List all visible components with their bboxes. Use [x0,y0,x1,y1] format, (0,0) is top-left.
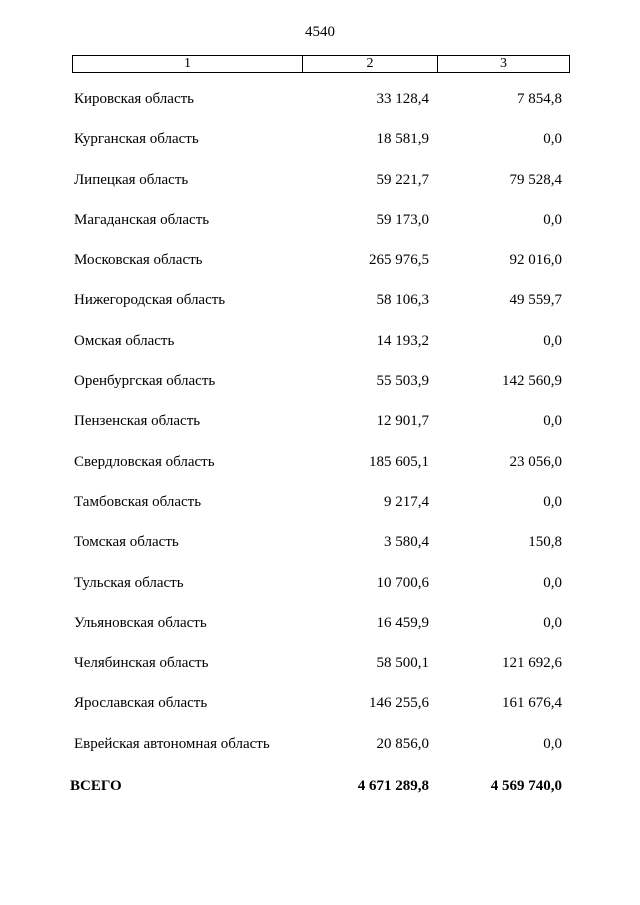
value-col2: 146 255,6 [369,695,429,712]
table-row [0,725,640,765]
value-col3: 0,0 [543,493,562,510]
table-row [0,241,640,281]
region-name: Свердловская область [74,453,215,470]
value-col2: 16 459,9 [376,614,429,631]
region-name: Тамбовская область [74,493,202,510]
value-col3: 150,8 [528,534,562,551]
value-col2: 33 128,4 [376,91,429,107]
value-col3: 79 528,4 [509,171,562,188]
value-col2: 3 580,4 [384,534,429,551]
value-col2: 18 581,9 [376,131,429,148]
value-col2: 10 700,6 [376,574,429,591]
value-col2: 58 106,3 [376,292,429,309]
table-row [0,523,640,563]
region-name: Нижегородская область [74,292,226,309]
region-name: Оренбургская область [74,373,216,390]
value-col3: 0,0 [543,332,562,349]
value-col2: 185 605,1 [369,453,429,470]
value-col3: 0,0 [543,131,562,148]
table-row [0,362,640,402]
table-row [0,644,640,684]
region-name: Томская область [74,534,179,551]
region-name: Московская область [74,252,203,269]
table-row [0,402,640,442]
region-name: Тульская область [74,574,184,591]
value-col3: 92 016,0 [509,252,562,269]
region-name: Еврейская автономная область [74,735,270,752]
value-col2: 58 500,1 [376,655,429,672]
table-row [0,281,640,321]
table-row [0,483,640,523]
value-col2: 55 503,9 [376,373,429,390]
region-name: Ярославская область [74,695,208,712]
region-name: Липецкая область [74,171,189,188]
value-col2: 59 173,0 [376,211,429,228]
value-col3: 7 854,8 [517,91,562,107]
value-col2: 59 221,7 [376,171,429,188]
table-row [0,201,640,241]
value-col3: 0,0 [543,413,562,430]
table-row [0,80,640,120]
value-col2: 9 217,4 [384,493,429,510]
total-col3: 4 569 740,0 [490,778,562,794]
region-name: Курганская область [74,131,199,148]
value-col3: 142 560,9 [502,373,562,390]
table-row [0,322,640,362]
region-name: Пензенская область [74,413,201,430]
region-name: Ульяновская область [74,614,207,631]
value-col3: 23 056,0 [509,453,562,470]
table-body [0,80,640,765]
column-header-row [72,55,570,73]
value-col2: 14 193,2 [376,332,429,349]
column-header-1: 1 [73,56,303,72]
table-row [0,443,640,483]
table-row [0,684,640,724]
value-col2: 20 856,0 [376,735,429,752]
table-row [0,120,640,160]
table-row [0,161,640,201]
page-number: 4540 [305,24,335,40]
region-name: Челябинская область [74,655,209,672]
value-col3: 0,0 [543,211,562,228]
total-row [0,778,640,800]
column-header-2: 2 [303,56,438,72]
value-col2: 12 901,7 [376,413,429,430]
region-name: Омская область [74,332,175,349]
value-col3: 0,0 [543,735,562,752]
value-col3: 49 559,7 [509,292,562,309]
total-label: ВСЕГО [70,778,122,794]
region-name: Кировская область [74,91,195,107]
column-header-3: 3 [500,56,507,71]
total-col2: 4 671 289,8 [357,778,429,794]
table-row [0,604,640,644]
value-col3: 121 692,6 [502,655,562,672]
value-col3: 0,0 [543,574,562,591]
value-col3: 161 676,4 [502,695,562,712]
region-name: Магаданская область [74,211,210,228]
value-col3: 0,0 [543,614,562,631]
table-row [0,564,640,604]
value-col2: 265 976,5 [369,252,429,269]
